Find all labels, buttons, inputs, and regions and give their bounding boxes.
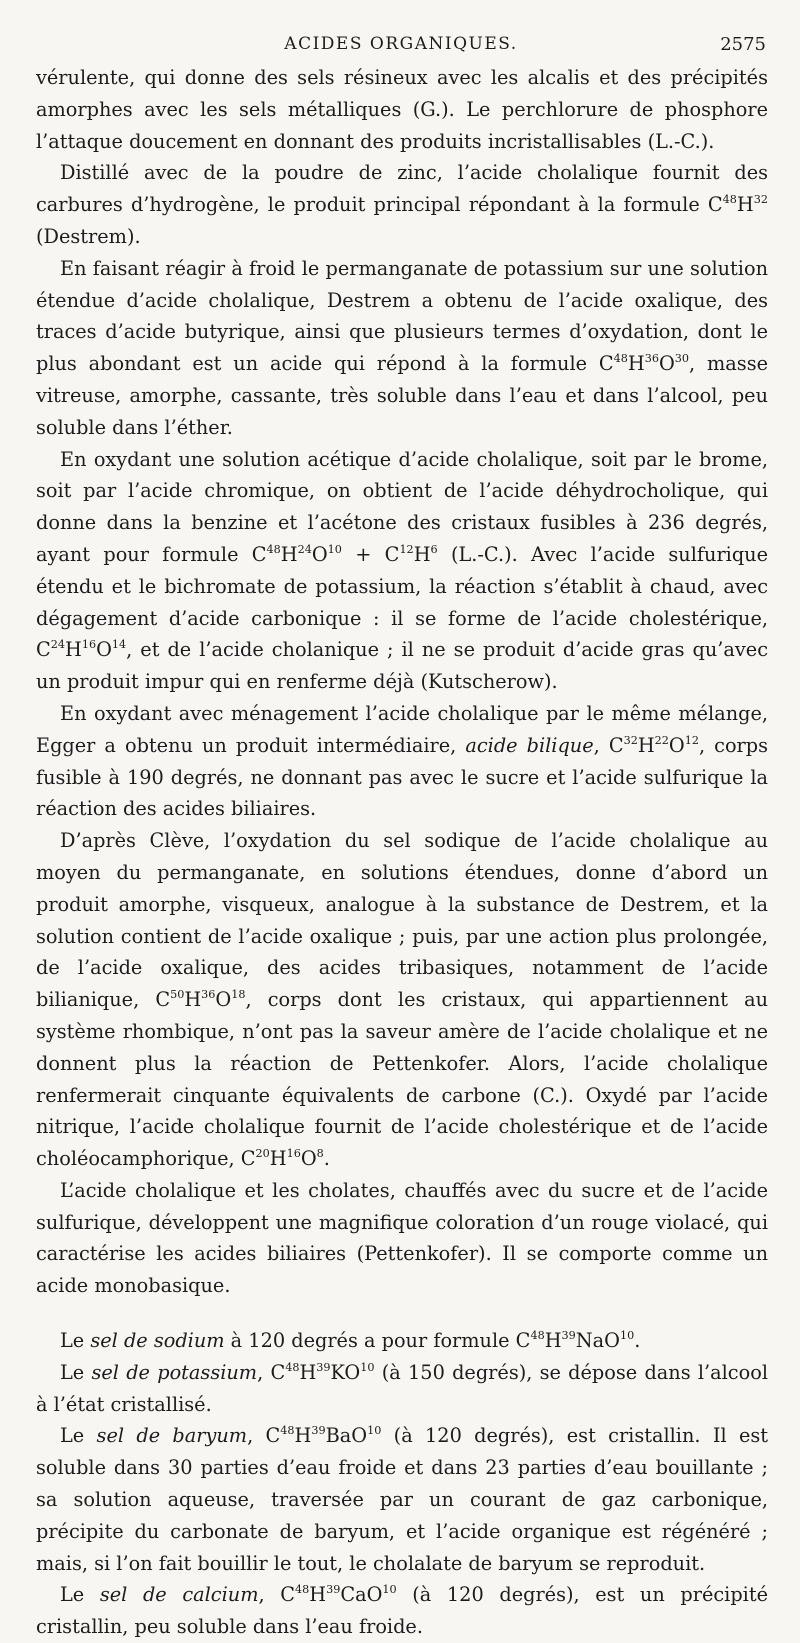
text-run: Le [60,1424,97,1448]
formula-subscript: 32 [753,193,768,207]
running-header [36,34,766,60]
page-number: 2575 [720,34,766,55]
text-run: H [309,1583,327,1607]
formula-subscript: 48 [266,542,281,556]
text-run: , corps dont les cristaux, qui appartiennent au système rhombique, n’ont pas la saveur amère de l’acide cholalique et ne donnent plus la réaction de Pettenkofer. Alors, l’acide cholalique renfermerait cinquante équivalents de carbone (C.). Oxydé par l’acide nitrique, l’acide cholalique fournit de l’acide cholestérique et de l’acide choléocamphorique, C [36,988,769,1171]
text-run: à 120 degrés a pour formule C [224,1329,531,1353]
text-run: BaO [325,1424,368,1448]
text-run: En faisant réagir à froid le permanganate de potassium sur une solution étendue d’acide cholalique, Destrem a obtenu de l’acide oxalique, des traces d’acide butyrique, ainsi que plusieurs termes d’oxydation, dont le plus abondant est un acide qui répond à la formule C [36,256,768,376]
formula-subscript: 20 [255,1147,270,1161]
text-run: . [323,1147,330,1171]
paragraph [36,444,768,698]
formula-subscript: 48 [613,352,628,366]
formula-subscript: 12 [399,542,414,556]
formula-subscript: 8 [316,1147,324,1161]
text-run: , C [593,733,624,757]
formula-subscript: 48 [722,193,737,207]
italic-term: sel de sodium [90,1329,225,1353]
text-run: Distillé avec de la poudre de zinc, l’acide cholalique fournit des carbures d’hydrogène, le produit principal répondant à la formule C [36,161,768,217]
formula-subscript: 10 [382,1583,397,1597]
text-run: O [311,542,328,566]
text-run: H [269,1147,287,1171]
text-run: O [668,733,685,757]
text-run: O [215,988,232,1012]
italic-term: sel de baryum [96,1424,248,1448]
paragraph [36,1325,768,1357]
formula-subscript: 24 [297,542,312,556]
text-run: En oxydant une solution acétique d’acide cholalique, soit par le brome, soit par l’acide chromique, on obtient de l’acide déhydrocholique, qui donne dans la benzine et l’acétone des cristaux fusibles à 236 degrés, ayant pour formule C [36,447,768,566]
formula-subscript: 16 [81,638,97,652]
formula-subscript: 48 [285,1360,300,1374]
formula-subscript: 22 [654,733,669,747]
text-run: O [300,1147,317,1171]
formula-subscript: 39 [561,1329,576,1343]
formula-subscript: 36 [644,352,659,366]
body-text [36,62,768,1643]
formula-subscript: 16 [286,1147,301,1161]
italic-term: acide bilique [465,733,594,757]
formula-subscript: 6 [430,542,438,556]
paragraph [36,253,768,444]
running-title: ACIDES ORGANIQUES. [284,34,518,54]
text-run: , et de l’acide cholanique ; il ne se produit d’acide gras qu’avec un produit impur qui en renferme déjà (Kutscherow). [36,638,768,694]
text-run: H [413,542,431,566]
text-run: (Destrem). [36,224,141,248]
text-run: H [637,733,655,757]
text-run: Le [60,1329,91,1353]
formula-subscript: 48 [280,1424,295,1438]
text-run: L’acide cholalique et les cholates, chauffés avec du sucre et de l’acide sulfurique, développent une magnifique coloration d’un rouge violacé, qui caractérise les acides biliaires (Pettenkofer). Il se comporte comme un acide monobasique. [36,1178,768,1298]
paragraph [36,698,768,825]
text-run: , corps fusible à 190 degrés, ne donnant pas avec le sucre et l’acide sulfurique la réaction des acides biliaires. [36,733,769,821]
formula-subscript: 24 [50,638,66,652]
formula-subscript: 32 [623,733,638,747]
formula-subscript: 10 [360,1360,375,1374]
formula-subscript: 30 [674,352,690,366]
text-run: (à 150 degrés), se dépose dans l’alcool à l’état cristallisé. [36,1360,768,1416]
text-run: O [658,352,675,376]
text-run: . [634,1329,641,1353]
formula-subscript: 39 [311,1424,326,1438]
formula-subscript: 39 [326,1583,341,1597]
text-run: , C [258,1583,295,1607]
formula-subscript: 50 [170,988,185,1002]
text-run: D’après Clève, l’oxydation du sel sodique de l’acide cholalique au moyen du permanganate, en solutions étendues, donne d’abord un produit amorphe, visqueux, analogue à la substance de Destrem, et la solution contient de l’acide oxalique ; puis, par une action plus prolongée, de l’acide oxalique, des acides tribasiques, notamment de l’acide bilianique, C [36,829,768,1012]
formula-subscript: 48 [295,1583,310,1597]
text-run: En oxydant avec ménagement l’acide cholalique par le même mélange, Egger a obtenu un produit intermédiaire, [36,701,768,757]
text-run: H [544,1329,562,1353]
formula-subscript: 10 [327,542,342,556]
formula-subscript: 48 [530,1329,545,1343]
italic-term: sel de potassium [91,1360,258,1384]
text-run: H [294,1424,312,1448]
text-run: H [299,1360,317,1384]
text-run: Le [60,1360,92,1384]
text-run: H [736,193,754,217]
text-run: , C [247,1424,281,1448]
text-run: (L.-C.). Avec l’acide sulfurique étendu et le bichromate de potassium, la réaction s’établit à chaud, avec dégagement d’acide carbonique : il se forme de l’acide cholestérique, C [36,542,768,662]
text-run: H [184,988,202,1012]
paragraph [36,825,768,1175]
paragraph [36,1357,768,1421]
paragraph [36,62,768,157]
text-run: O [96,638,112,662]
formula-subscript: 10 [619,1329,635,1343]
formula-subscript: 36 [201,988,216,1002]
text-run: H [627,352,645,376]
text-run: + C [341,542,400,566]
text-run: H [280,542,298,566]
paragraph [36,1579,768,1643]
text-run: (à 120 degrés), est un précipité cristallin, peu soluble dans l’eau froide. [36,1583,769,1639]
text-run: , C [257,1360,286,1384]
text-run: (à 120 degrés), est cristallin. Il est soluble dans 30 parties d’eau froide et dans 23 parties d’eau bouillante ; sa solution aqueuse, traversée par un courant de gaz carbonique, précipite du carbonate de baryum, et l’acide organique est régénéré ; mais, si l’on fait bouillir le tout, le cholalate de baryum se reproduit. [36,1424,769,1575]
text-run: H [65,638,82,662]
formula-subscript: 14 [111,638,127,652]
text-run: CaO [340,1583,383,1607]
formula-subscript: 18 [231,988,246,1002]
text-run: KO [330,1360,361,1384]
formula-subscript: 10 [367,1424,382,1438]
formula-subscript: 39 [316,1360,331,1374]
paragraph [36,1175,768,1302]
paragraph [36,157,768,252]
text-run: Le [60,1583,100,1607]
text-run: , masse vitreuse, amorphe, cassante, très soluble dans l’eau et dans l’alcool, peu soluble dans l’éther. [36,352,768,439]
italic-term: sel de calcium [99,1583,259,1607]
formula-subscript: 12 [684,733,699,747]
text-run: vérulente, qui donne des sels résineux avec les alcalis et des précipités amorphes avec les sels métalliques (G.). Le perchlorure de phosphore l’attaque doucement en donnant des produits incristallisables (L.-C.). [36,66,768,153]
paragraph [36,1420,768,1579]
text-run: NaO [575,1329,620,1353]
